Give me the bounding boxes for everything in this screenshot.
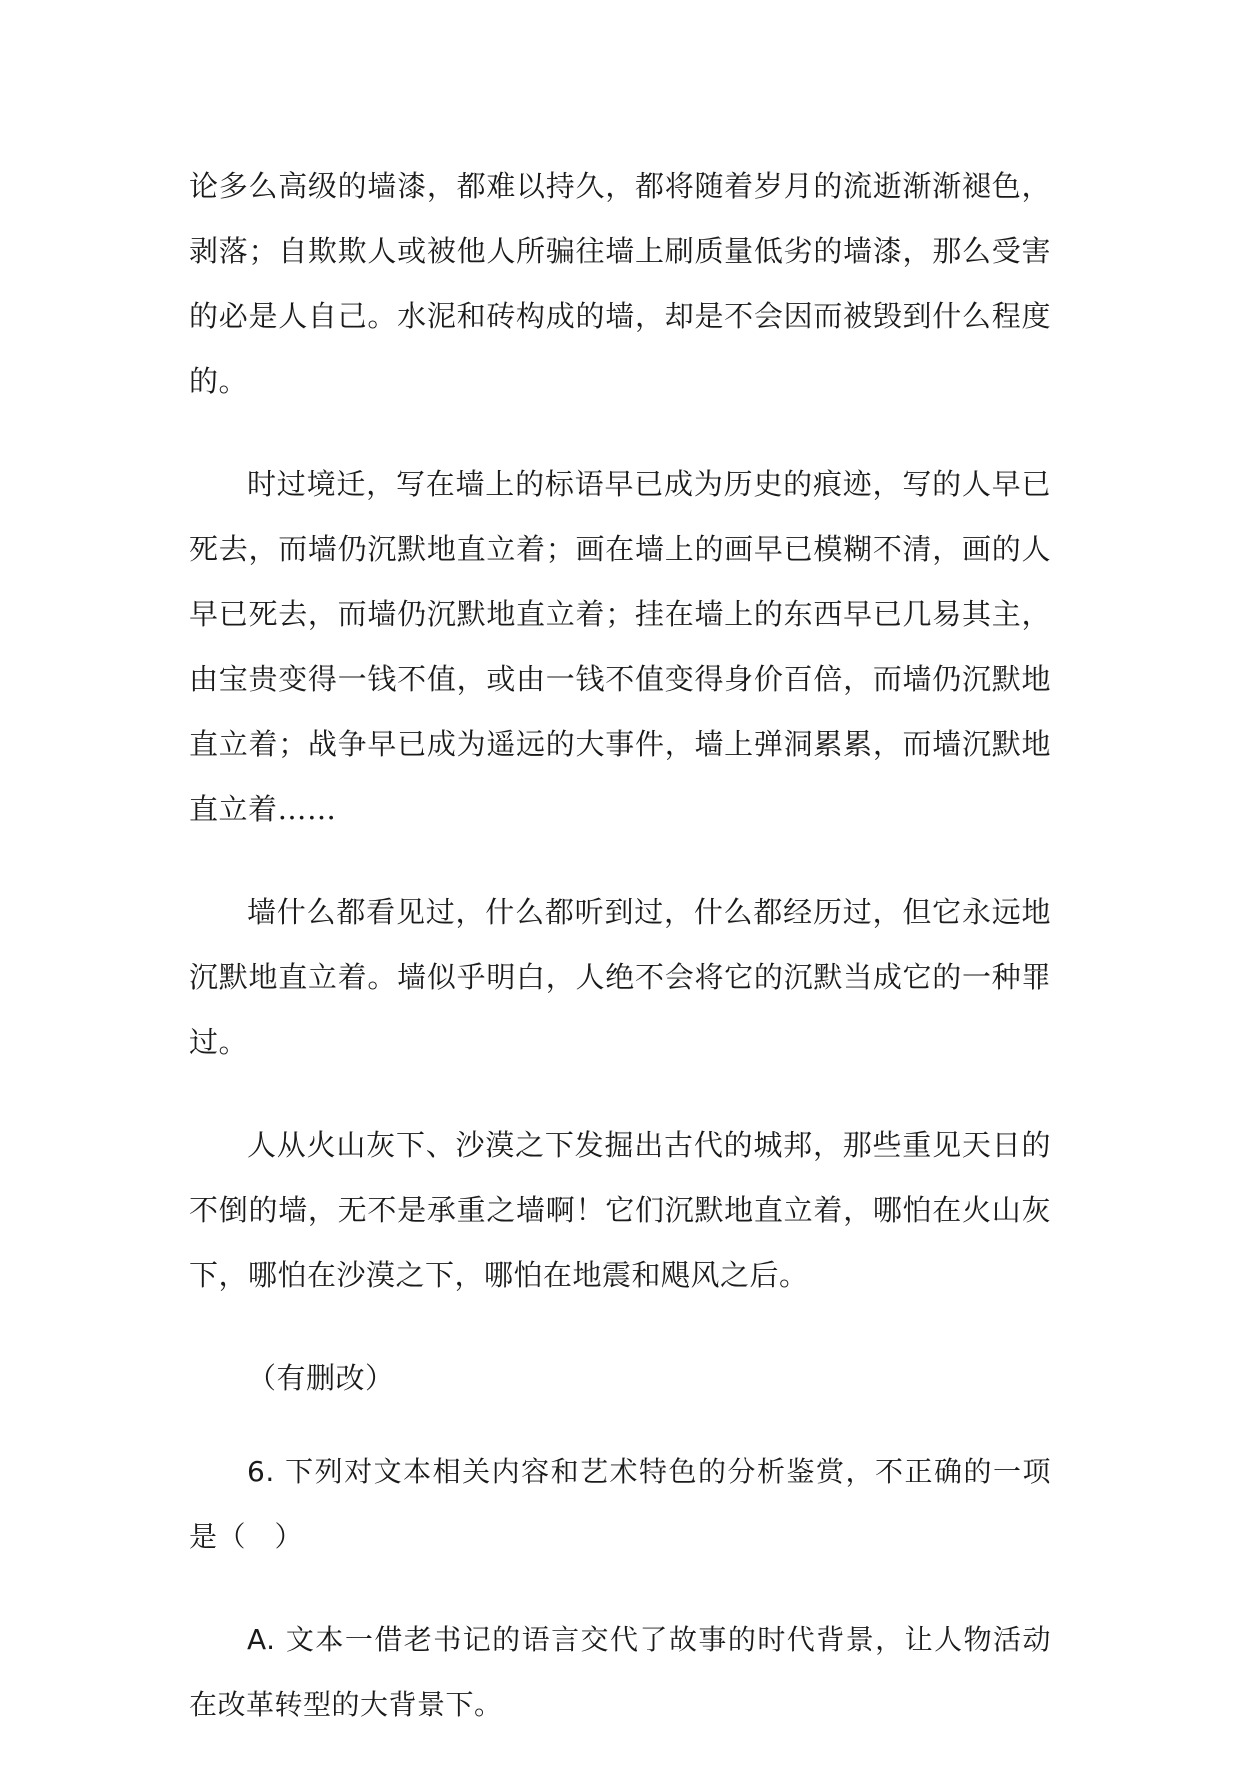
paragraph-2: 时过境迁，写在墙上的标语早已成为历史的痕迹，写的人早已死去，而墙仍沉默地直立着；画在墙上的画早已模糊不清，画的人早已死去，而墙仍沉默地直立着；挂在墙上的东西早已几易其主，由宝贵变得一钱不值，或由一钱不值变得身价百倍，而墙仍沉默地直立着；战争早已成为遥远的大事件，墙上弹洞累累，而墙沉默地直立着…… xyxy=(189,467,1051,826)
document-body xyxy=(189,154,1051,1775)
question-6: 6. 下列对文本相关内容和艺术特色的分析鉴赏，不正确的一项是（ ） xyxy=(189,1455,1051,1553)
source-note: （有删改） xyxy=(247,1361,395,1395)
paragraph-3: 墙什么都看见过，什么都听到过，什么都经历过，但它永远地沉默地直立着。墙似乎明白，人绝不会将它的沉默当成它的一种罪过。 xyxy=(189,895,1051,1059)
paragraph-1: 论多么高级的墙漆，都难以持久，都将随着岁月的流逝渐渐褪色，剥落；自欺欺人或被他人所骗往墙上刷质量低劣的墙漆，那么受害的必是人自己。水泥和砖构成的墙，却是不会因而被毁到什么程度的。 xyxy=(189,169,1051,398)
paragraph-4: 人从火山灰下、沙漠之下发掘出古代的城邦，那些重见天日的不倒的墙，无不是承重之墙啊！它们沉默地直立着，哪怕在火山灰下，哪怕在沙漠之下，哪怕在地震和飓风之后。 xyxy=(189,1128,1051,1292)
option-a: A. 文本一借老书记的语言交代了故事的时代背景，让人物活动在改革转型的大背景下。 xyxy=(189,1623,1051,1721)
